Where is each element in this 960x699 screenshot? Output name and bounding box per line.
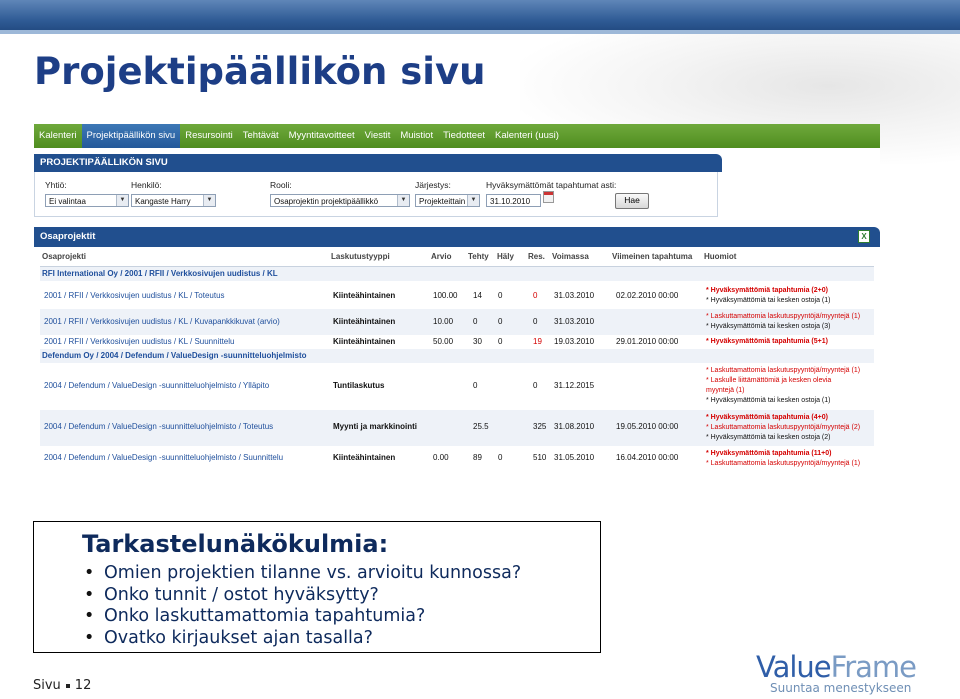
info-title: Tarkastelunäkökulmia: — [82, 530, 389, 558]
nav-tiedotteet[interactable]: Tiedotteet — [443, 130, 486, 141]
filter-panel — [34, 172, 718, 217]
remark[interactable]: * Hyväksymättömiä tapahtumia (4+0) — [706, 414, 828, 421]
table-row — [40, 282, 874, 309]
yhtio-label: Yhtiö: — [45, 180, 67, 190]
remarks — [706, 413, 860, 443]
done: 0 — [473, 381, 478, 390]
last-event: 29.01.2010 00:00 — [616, 337, 679, 346]
done: 14 — [473, 291, 482, 300]
col-viimeinen-tapahtuma[interactable]: Viimeinen tapahtuma — [612, 252, 693, 261]
page-number — [33, 678, 91, 693]
valid-until: 31.03.2010 — [554, 317, 595, 326]
col-voimassa[interactable]: Voimassa — [552, 252, 589, 261]
last-event: 19.05.2010 00:00 — [616, 422, 679, 431]
page-label: Sivu — [33, 678, 61, 693]
remark[interactable]: * Laskuttamattomia laskutuspyyntöjä/myyntejä (1) — [706, 460, 861, 467]
yhtio-select[interactable]: Ei valintaa ▼ — [45, 194, 129, 207]
done: 30 — [473, 337, 482, 346]
nav-myyntitavoitteet[interactable]: Myyntitavoitteet — [288, 130, 355, 141]
col-res[interactable]: Res. — [528, 252, 545, 261]
nav-viestit[interactable]: Viestit — [364, 130, 391, 141]
remarks — [706, 286, 831, 306]
subprojects-header — [34, 227, 880, 247]
nav-muistiot[interactable]: Muistiot — [400, 130, 434, 141]
valid-until: 31.08.2010 — [554, 422, 595, 431]
nav-kalenteri[interactable]: Kalenteri — [39, 130, 77, 141]
remark[interactable]: * Hyväksymättömiä tai kesken ostoja (1) — [706, 397, 831, 404]
table-row — [40, 410, 874, 446]
remark[interactable]: * Hyväksymättömiä tai kesken ostoja (2) — [706, 434, 831, 441]
alarm: 0 — [498, 337, 503, 346]
nav-kalenteri-uusi[interactable]: Kalenteri (uusi) — [495, 130, 559, 141]
info-item: • Onko laskuttamattomia tapahtumia? — [82, 606, 521, 628]
logo-tagline: Suuntaa menestykseen — [770, 681, 912, 695]
alarm: 0 — [498, 317, 503, 326]
estimate: 10.00 — [433, 317, 454, 326]
remark[interactable]: * Hyväksymättömiä tapahtumia (5+1) — [706, 338, 828, 345]
table-row — [40, 335, 874, 349]
slide-top-bar — [0, 0, 960, 34]
app-screenshot — [34, 124, 880, 472]
billing-type: Kiinteähintainen — [333, 291, 396, 300]
info-item: • Onko tunnit / ostot hyväksytty? — [82, 585, 521, 607]
group-row — [40, 267, 874, 281]
valid-until: 31.03.2010 — [554, 291, 595, 300]
valid-until: 31.12.2015 — [554, 381, 595, 390]
info-item: • Omien projektien tilanne vs. arvioitu kunnossa? — [82, 563, 521, 585]
chevron-down-icon: ▼ — [397, 195, 409, 206]
col-laskutustyyppi[interactable]: Laskutustyyppi — [331, 252, 390, 261]
nav-projektipaallikon-sivu[interactable]: Projektipäällikön sivu — [82, 124, 181, 148]
estimate: 50.00 — [433, 337, 454, 346]
remarks — [706, 449, 860, 469]
last-event: 16.04.2010 00:00 — [616, 453, 679, 462]
main-nav — [34, 124, 880, 148]
info-box — [33, 521, 601, 653]
valueframe-logo — [756, 650, 926, 696]
billing-type: Kiinteähintainen — [333, 453, 396, 462]
remark[interactable]: * Laskulle liittämättömiä ja kesken olevia — [706, 377, 832, 384]
chevron-down-icon: ▼ — [116, 195, 128, 206]
remark[interactable]: * Hyväksymättömiä tai kesken ostoja (1) — [706, 297, 831, 304]
page-number-value: 12 — [74, 678, 92, 693]
jarjestys-label: Järjestys: — [415, 180, 451, 190]
slide-title: Projektipäällikön sivu — [34, 50, 486, 93]
logo-wordmark: ValueFrame — [756, 650, 916, 684]
search-button[interactable]: Hae — [615, 193, 649, 209]
info-item: • Ovatko kirjaukset ajan tasalla? — [82, 628, 521, 650]
chevron-down-icon: ▼ — [467, 195, 479, 206]
done: 25.5 — [473, 422, 489, 431]
reserve: 325 — [533, 422, 547, 431]
reserve: 510 — [533, 453, 547, 462]
project-link[interactable]: 2001 / RFII / Verkkosivujen uudistus / KL / Suunnittelu — [44, 337, 235, 346]
jarjestys-select[interactable]: Projekteittain ▼ — [415, 194, 480, 207]
remarks — [706, 337, 828, 347]
billing-type: Kiinteähintainen — [333, 317, 396, 326]
reserve: 19 — [533, 337, 542, 346]
alarm: 0 — [498, 291, 503, 300]
billing-type: Kiinteähintainen — [333, 337, 396, 346]
col-huomiot[interactable]: Huomiot — [704, 252, 737, 261]
remark[interactable]: * Laskuttamattomia laskutuspyyntöjä/myyntejä (1) — [706, 367, 861, 374]
remark[interactable]: * Laskuttamattomia laskutuspyyntöjä/myyntejä (1) — [706, 313, 861, 320]
estimate: 100.00 — [433, 291, 458, 300]
billing-type: Tuntilaskutus — [333, 381, 385, 390]
reserve: 0 — [533, 381, 538, 390]
estimate: 0.00 — [433, 453, 449, 462]
subprojects-title: Osaprojektit — [40, 231, 96, 242]
remark[interactable]: myyntejä (1) — [706, 387, 745, 394]
remarks — [706, 366, 860, 406]
col-tehty[interactable]: Tehty — [468, 252, 489, 261]
date-label: Hyväksymättömät tapahtumat asti: — [486, 180, 617, 190]
last-event: 02.02.2010 00:00 — [616, 291, 679, 300]
henkilo-select[interactable]: Kangaste Harry ▼ — [131, 194, 216, 207]
remarks — [706, 312, 860, 332]
group-name[interactable]: RFI International Oy / 2001 / RFII / Verkkosivujen uudistus / KL — [42, 269, 278, 278]
reserve: 0 — [533, 317, 538, 326]
reserve: 0 — [533, 291, 538, 300]
remark[interactable]: * Hyväksymättömiä tapahtumia (11+0) — [706, 450, 832, 457]
nav-tehtavat[interactable]: Tehtävät — [242, 130, 279, 141]
table-row — [40, 309, 874, 335]
col-haly[interactable]: Häly — [497, 252, 514, 261]
rooli-label: Rooli: — [270, 180, 292, 190]
valid-until: 31.05.2010 — [554, 453, 595, 462]
col-osaprojekti[interactable]: Osaprojekti — [42, 252, 87, 261]
done: 89 — [473, 453, 482, 462]
page-header: PROJEKTIPÄÄLLIKÖN SIVU — [34, 154, 722, 172]
remark[interactable]: * Laskuttamattomia laskutuspyyntöjä/myyntejä (2) — [706, 424, 861, 431]
chevron-down-icon: ▼ — [203, 195, 215, 206]
project-link[interactable]: 2004 / Defendum / ValueDesign -suunnitteluohjelmisto / Toteutus — [44, 422, 274, 431]
project-link[interactable]: 2001 / RFII / Verkkosivujen uudistus / KL / Kuvapankkikuvat (arvio) — [44, 317, 280, 326]
table-row — [40, 446, 874, 472]
group-row — [40, 349, 874, 363]
project-link[interactable]: 2004 / Defendum / ValueDesign -suunnitteluohjelmisto / Ylläpito — [44, 381, 270, 390]
project-link[interactable]: 2004 / Defendum / ValueDesign -suunnitteluohjelmisto / Suunnittelu — [44, 453, 284, 462]
calendar-icon[interactable] — [543, 191, 554, 203]
valid-until: 19.03.2010 — [554, 337, 595, 346]
square-bullet-icon — [66, 684, 70, 688]
done: 0 — [473, 317, 478, 326]
info-list — [82, 563, 521, 649]
project-link[interactable]: 2001 / RFII / Verkkosivujen uudistus / KL / Toteutus — [44, 291, 225, 300]
table-row — [40, 363, 874, 410]
remark[interactable]: * Hyväksymättömiä tai kesken ostoja (3) — [706, 323, 831, 330]
remark[interactable]: * Hyväksymättömiä tapahtumia (2+0) — [706, 287, 828, 294]
billing-type: Myynti ja markkinointi — [333, 422, 418, 431]
date-input[interactable]: 31.10.2010 — [486, 194, 541, 207]
nav-resursointi[interactable]: Resursointi — [185, 130, 233, 141]
alarm: 0 — [498, 453, 503, 462]
excel-icon[interactable]: X — [858, 230, 870, 243]
henkilo-label: Henkilö: — [131, 180, 162, 190]
rooli-select[interactable]: Osaprojektin projektipäällikkö ▼ — [270, 194, 410, 207]
col-arvio[interactable]: Arvio — [431, 252, 452, 261]
group-name[interactable]: Defendum Oy / 2004 / Defendum / ValueDesign -suunnitteluohjelmisto — [42, 351, 307, 360]
